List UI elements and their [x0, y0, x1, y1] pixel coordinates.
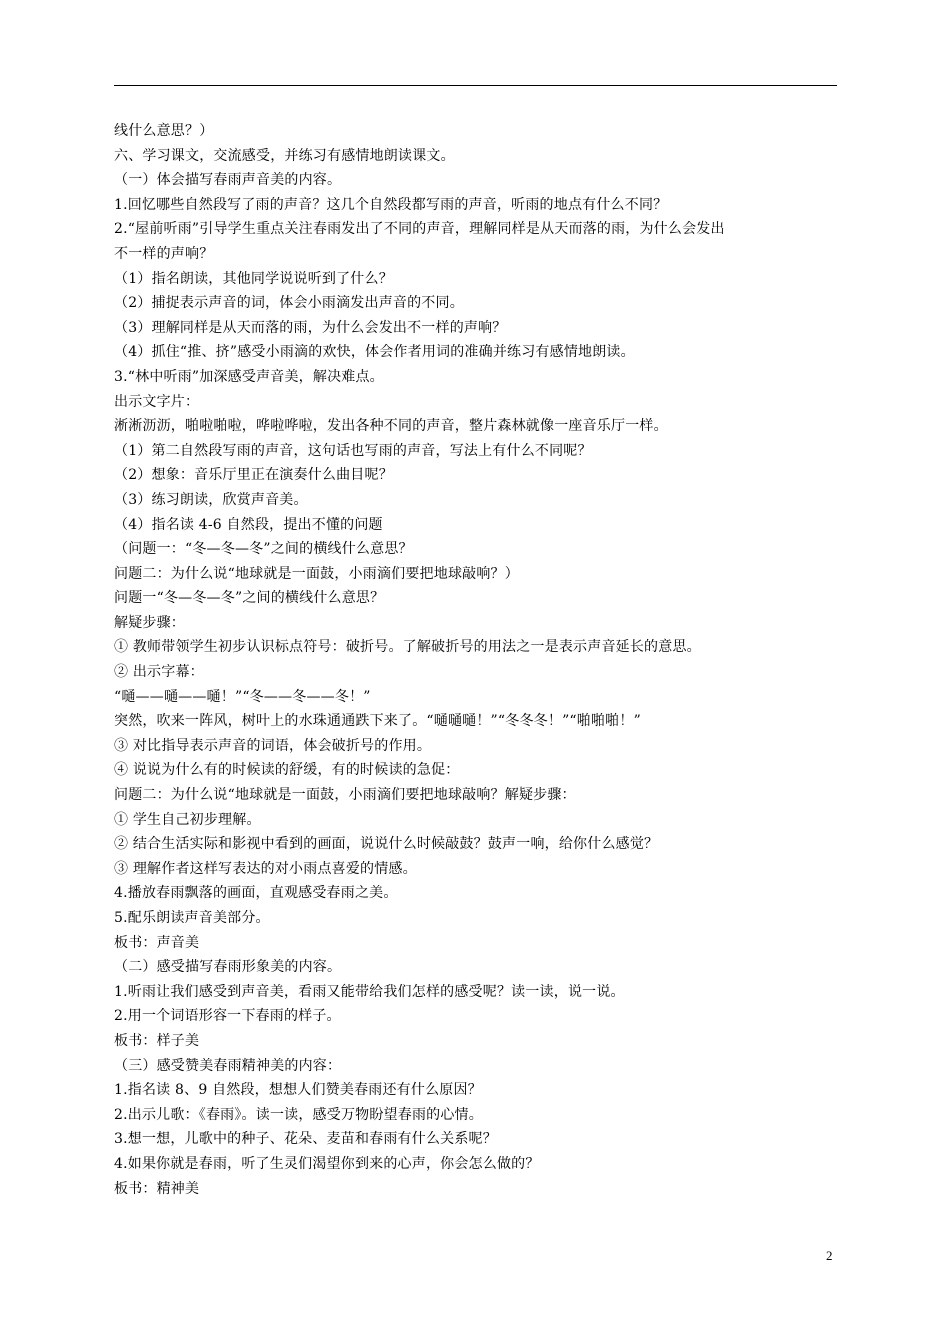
text-line: （2）想象：音乐厅里正在演奏什么曲目呢？ [114, 467, 393, 484]
text-line: ① 教师带领学生初步认识标点符号：破折号。了解破折号的用法之一是表示声音延长的意思。 [114, 639, 701, 656]
text-line: 解疑步骤： [114, 614, 185, 631]
text-line: 板书：精神美 [114, 1180, 200, 1197]
text-line: 1.听雨让我们感受到声音美，看雨又能带给我们怎样的感受呢？读一读，说一说。 [114, 983, 625, 1000]
text-line: “嗵——嗵——嗵！”“冬——冬——冬！” [114, 688, 371, 705]
text-line: 3.想一想，儿歌中的种子、花朵、麦苗和春雨有什么关系呢？ [114, 1131, 497, 1148]
text-line: （二）感受描写春雨形象美的内容。 [114, 959, 342, 976]
text-line: 板书：声音美 [114, 934, 200, 951]
text-line: 出示文字片： [114, 393, 200, 410]
text-line: （1）第二自然段写雨的声音，这句话也写雨的声音，写法上有什么不同呢？ [114, 442, 592, 459]
text-line: 2.出示儿歌：《春雨》。读一读，感受万物盼望春雨的心情。 [114, 1106, 483, 1123]
text-line: ① 学生自己初步理解。 [114, 811, 261, 828]
text-line: 淅淅沥沥，啪啦啪啦，哗啦哗啦，发出各种不同的声音，整片森林就像一座音乐厅一样。 [114, 418, 668, 435]
text-line: 六、学习课文，交流感受，并练习有感情地朗读课文。 [114, 147, 455, 164]
header-rule [114, 85, 837, 86]
text-line: 5.配乐朗读声音美部分。 [114, 910, 270, 926]
text-line: 2.“屋前听雨”引导学生重点关注春雨发出了不同的声音，理解同样是从天而落的雨，为什么会发出 [114, 221, 725, 238]
text-line: ② 结合生活实际和影视中看到的画面，说说什么时候敲鼓？鼓声一响，给你什么感觉？ [114, 836, 659, 853]
text-line: （三）感受赞美春雨精神美的内容： [114, 1057, 342, 1074]
text-line: 4.如果你就是春雨，听了生灵们渴望你到来的心声，你会怎么做的？ [114, 1155, 540, 1172]
text-line: 线什么意思？） [114, 123, 214, 139]
text-line: 问题二：为什么说“地球就是一面鼓，小雨滴们要把地球敲响？） [114, 565, 519, 582]
document-body [114, 119, 854, 1201]
text-line: 问题二：为什么说“地球就是一面鼓，小雨滴们要把地球敲响？解疑步骤： [114, 787, 576, 804]
text-line: （1）指名朗读，其他同学说说听到了什么？ [114, 270, 393, 287]
text-line: ③ 理解作者这样写表达的对小雨点喜爱的情感。 [114, 860, 417, 877]
text-line: 板书：样子美 [114, 1032, 200, 1049]
text-line: （问题一：“冬—冬—冬”之间的横线什么意思？ [114, 541, 413, 558]
text-line: （4）抓住“推、挤”感受小雨滴的欢快，体会作者用词的准确并练习有感情地朗读。 [114, 344, 635, 361]
text-line: 突然，吹来一阵风，树叶上的水珠通通跌下来了。“嗵嗵嗵！”“冬冬冬！”“啪啪啪！” [114, 713, 641, 730]
text-line: 4.播放春雨飘落的画面，直观感受春雨之美。 [114, 885, 398, 902]
text-line: （4）指名读 4-6 自然段，提出不懂的问题 [114, 516, 383, 533]
text-line: 1.指名读 8、9 自然段，想想人们赞美春雨还有什么原因？ [114, 1082, 482, 1099]
text-line: 3.“林中听雨”加深感受声音美，解决难点。 [114, 368, 384, 385]
page-number: 2 [826, 1248, 833, 1263]
text-line: （一）体会描写春雨声音美的内容。 [114, 172, 342, 189]
text-line: ③ 对比指导表示声音的词语，体会破折号的作用。 [114, 737, 432, 754]
text-line: 1.回忆哪些自然段写了雨的声音？这几个自然段都写雨的声音，听雨的地点有什么不同？ [114, 196, 668, 213]
text-line: ② 出示字幕： [114, 664, 204, 681]
text-line: ④ 说说为什么有的时候读的舒缓，有的时候读的急促： [114, 762, 460, 779]
text-line: （3）练习朗读，欣赏声音美。 [114, 491, 308, 508]
text-line: 2.用一个词语形容一下春雨的样子。 [114, 1008, 341, 1025]
text-line: 问题一“冬—冬—冬”之间的横线什么意思？ [114, 590, 385, 607]
text-line: （2）捕捉表示声音的词，体会小雨滴发出声音的不同。 [114, 295, 464, 312]
text-line: 不一样的声响？ [114, 245, 214, 262]
text-line: （3）理解同样是从天而落的雨，为什么会发出不一样的声响？ [114, 319, 507, 336]
